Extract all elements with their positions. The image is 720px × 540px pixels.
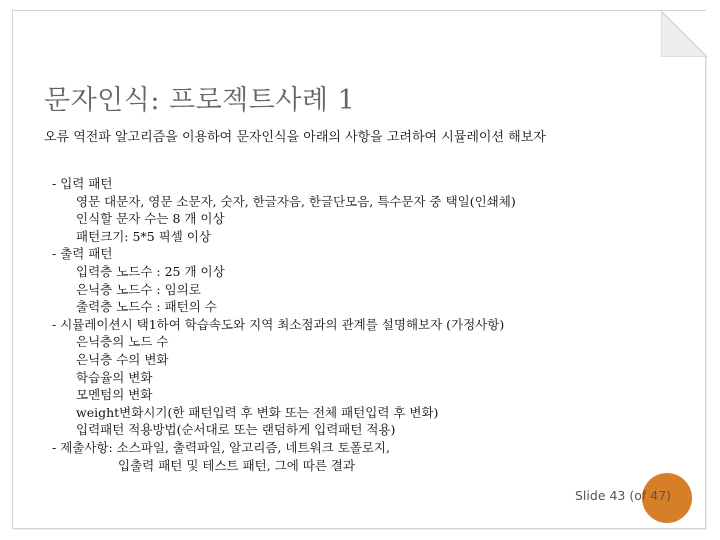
bullet-item: 은닉층 노드수 : 임의로	[76, 281, 201, 297]
bullet-heading: - 시뮬레이션시 택1하여 학습속도와 지역 최소점과의 관계를 설명해보자 (가정사항)	[52, 316, 505, 332]
page-corner-fold	[661, 11, 707, 57]
bullet-item: 은닉층의 노드 수	[76, 334, 169, 350]
bullet-item: 입력패턴 적용방법(순서대로 또는 랜덤하게 입력패턴 적용)	[76, 422, 396, 438]
bullet-item: 입력층 노드수 : 25 개 이상	[76, 263, 225, 279]
bullet-item: weight변화시기(한 패턴입력 후 변화 또는 전체 패턴입력 후 변화)	[76, 404, 439, 420]
bullet-item: 입출력 패턴 및 테스트 패턴, 그에 따른 결과	[118, 457, 356, 473]
bullet-item: 학습율의 변화	[76, 369, 153, 385]
bullet-item: 출력층 노드수 : 패턴의 수	[76, 299, 217, 315]
slide-number: Slide 43 (of 47)	[575, 488, 672, 503]
bullet-heading: - 입력 패턴	[52, 176, 113, 191]
bullet-item: 패턴크기: 5*5 픽셀 이상	[76, 228, 211, 244]
bullet-item: 모멘텀의 변화	[76, 387, 153, 403]
bullet-item: 인식할 문자 수는 8 개 이상	[76, 211, 225, 227]
bullet-item: 은닉층 수의 변화	[76, 351, 169, 367]
bullet-list	[52, 175, 692, 474]
bullet-item: 영문 대문자, 영문 소문자, 숫자, 한글자음, 한글단모음, 특수문자 중 택일(인쇄체)	[76, 193, 516, 209]
bullet-heading: - 제출사항: 소스파일, 출력파일, 알고리즘, 네트워크 토폴로지,	[52, 439, 390, 455]
intro-text: 오류 역전파 알고리즘을 이용하여 문자인식을 아래의 사항을 고려하여 시뮬레이션 해보자	[44, 130, 546, 145]
slide-title: 문자인식: 프로젝트사례 1	[44, 85, 356, 116]
bullet-heading: - 출력 패턴	[52, 246, 113, 262]
